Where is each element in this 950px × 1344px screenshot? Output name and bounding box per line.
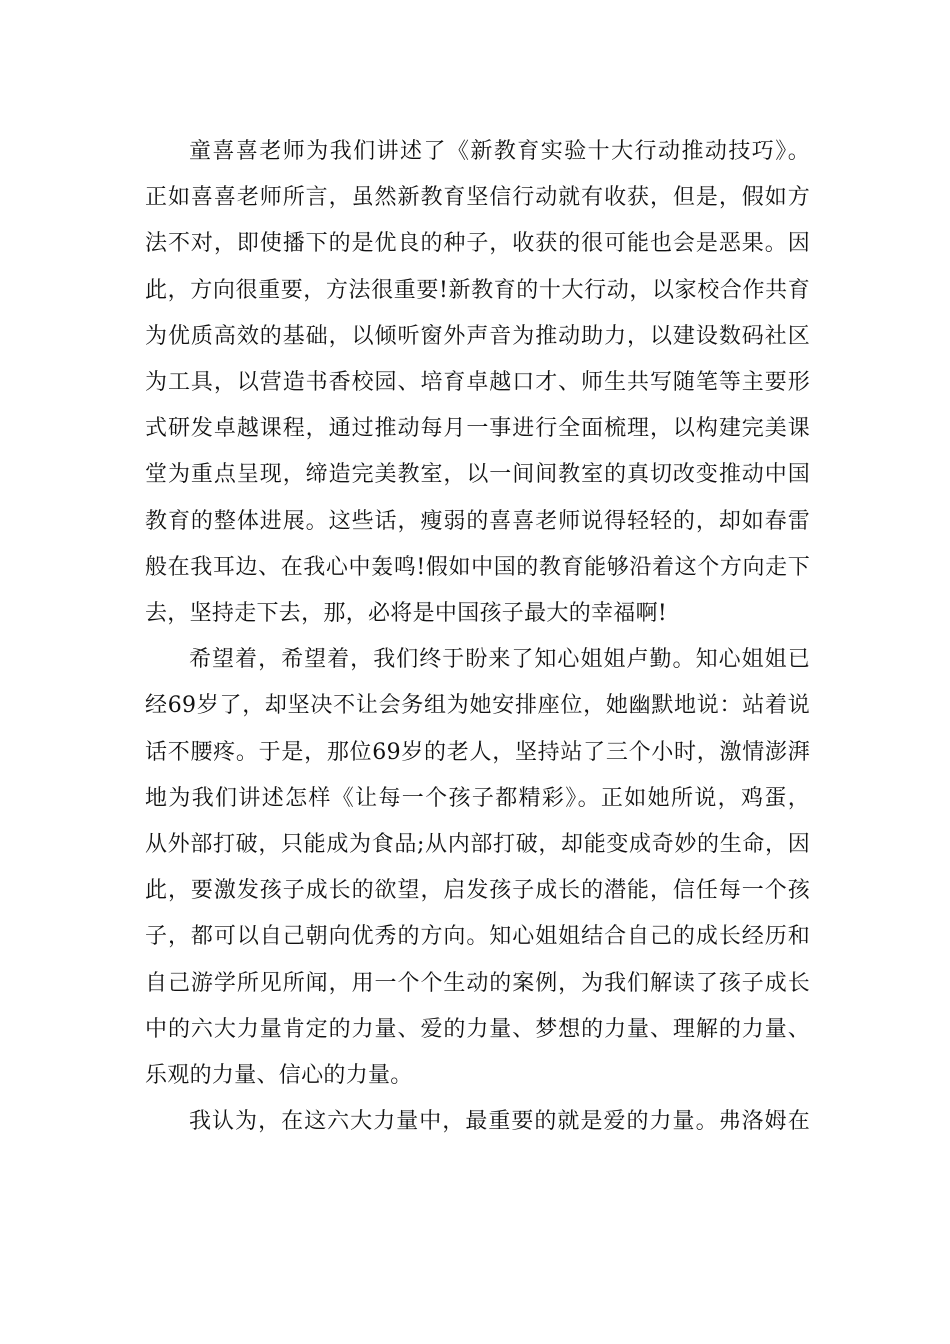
paragraph-line: 教育的整体进展。这些话，瘦弱的喜喜老师说得轻轻的，却如春雷 <box>145 508 810 534</box>
paragraph-line: 地为我们讲述怎样《让每一个孩子都精彩》。正如她所说，鸡蛋， <box>145 785 810 811</box>
document-body <box>145 129 810 1145</box>
paragraph-1 <box>145 129 810 637</box>
paragraph-line: 经69岁了，却坚决不让会务组为她安排座位，她幽默地说：站着说 <box>145 693 810 719</box>
paragraph-line: 子，都可以自己朝向优秀的方向。知心姐姐结合自己的成长经历和 <box>145 924 810 950</box>
paragraph-line: 堂为重点呈现，缔造完美教室，以一间间教室的真切改变推动中国 <box>145 462 810 488</box>
paragraph-line: 自己游学所见所闻，用一个个生动的案例，为我们解读了孩子成长 <box>145 970 810 996</box>
paragraph-line: 此，要激发孩子成长的欲望，启发孩子成长的潜能，信任每一个孩 <box>145 878 810 904</box>
paragraph-line: 我认为，在这六大力量中，最重要的就是爱的力量。弗洛姆在 <box>189 1109 810 1135</box>
paragraph-line: 为工具，以营造书香校园、培育卓越口才、师生共写随笔等主要形 <box>145 370 810 396</box>
paragraph-line: 希望着，希望着，我们终于盼来了知心姐姐卢勤。知心姐姐已 <box>189 647 810 673</box>
paragraph-line: 去，坚持走下去，那，必将是中国孩子最大的幸福啊! <box>145 601 668 627</box>
paragraph-line: 童喜喜老师为我们讲述了《新教育实验十大行动推动技巧》。 <box>189 139 810 164</box>
paragraph-line: 中的六大力量肯定的力量、爱的力量、梦想的力量、理解的力量、 <box>145 1016 810 1042</box>
paragraph-line: 为优质高效的基础，以倾听窗外声音为推动助力，以建设数码社区 <box>145 323 810 349</box>
paragraph-line: 法不对，即使播下的是优良的种子，收获的很可能也会是恶果。因 <box>145 231 810 257</box>
paragraph-line: 此，方向很重要，方法很重要!新教育的十大行动，以家校合作共育 <box>145 277 810 303</box>
paragraph-line: 正如喜喜老师所言，虽然新教育坚信行动就有收获，但是，假如方 <box>145 185 810 211</box>
paragraph-line: 式研发卓越课程，通过推动每月一事进行全面梳理，以构建完美课 <box>145 416 810 442</box>
paragraph-2 <box>145 637 810 1099</box>
paragraph-line: 般在我耳边、在我心中轰鸣!假如中国的教育能够沿着这个方向走下 <box>145 554 810 580</box>
paragraph-3 <box>145 1099 810 1145</box>
paragraph-line: 乐观的力量、信心的力量。 <box>145 1063 413 1089</box>
paragraph-line: 话不腰疼。于是，那位69岁的老人，坚持站了三个小时，激情澎湃 <box>145 739 810 765</box>
paragraph-line: 从外部打破，只能成为食品;从内部打破，却能变成奇妙的生命，因 <box>145 832 810 858</box>
